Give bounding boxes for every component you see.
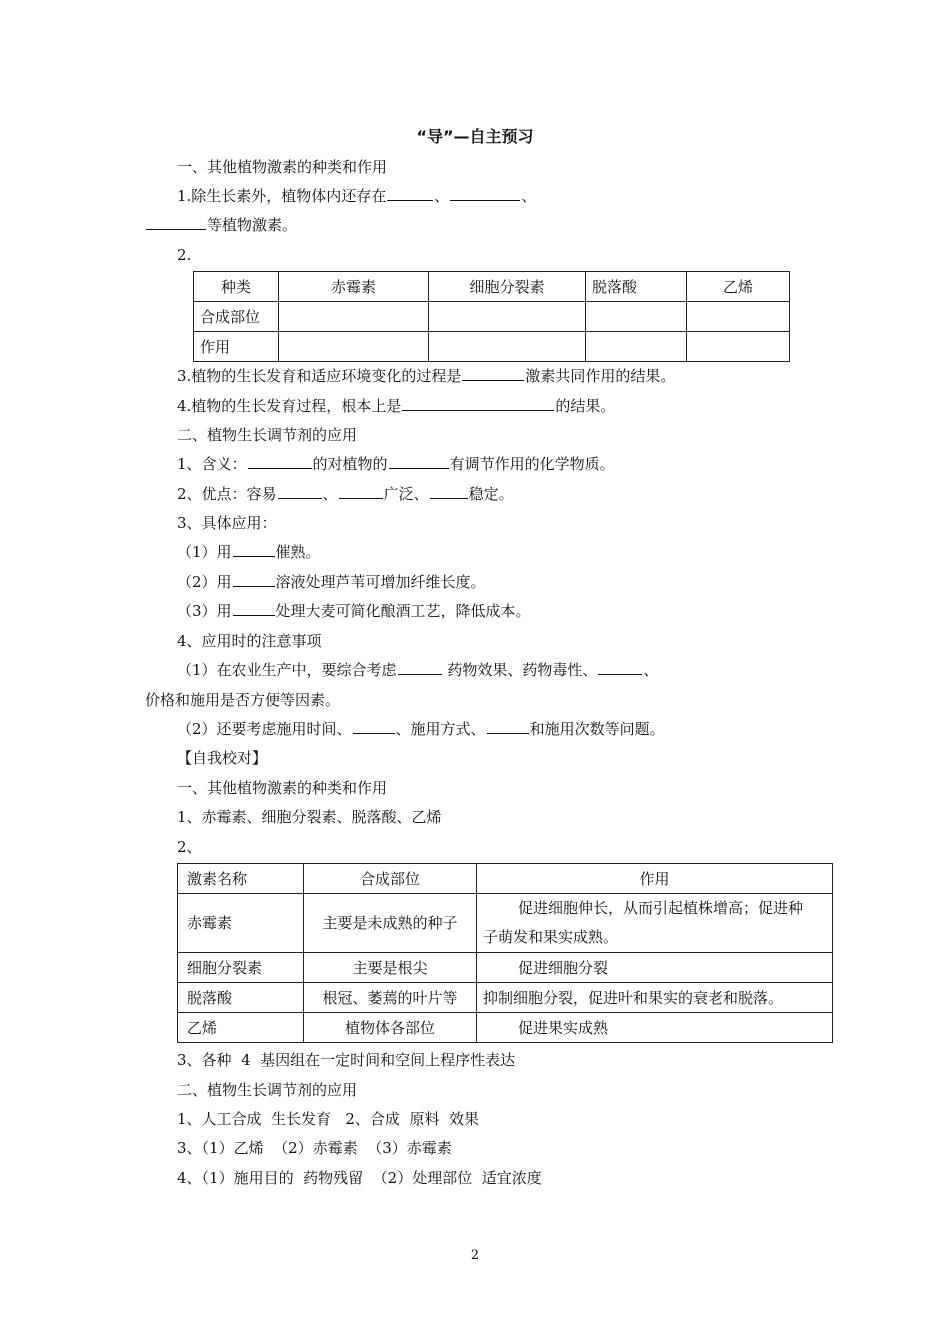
answer-cell[interactable]	[279, 332, 429, 362]
definition-line: 1、含义： 的对植物的 有调节作用的化学物质。	[177, 455, 615, 473]
table-header: 作用	[477, 864, 833, 894]
synthesis-site: 主要是根尖	[304, 953, 477, 983]
hormone-name: 细胞分裂素	[178, 953, 304, 983]
hormone-name: 乙烯	[178, 1013, 304, 1043]
answer-cell[interactable]	[687, 332, 790, 362]
table-header: 赤霉素	[279, 272, 429, 302]
answer-2-label: 2、	[177, 838, 202, 856]
application-2: （2）用 溶液处理芦苇可增加纤维长度。	[177, 573, 486, 591]
hormone-effect: 抑制细胞分裂，促进叶和果实的衰老和脱落。	[477, 983, 833, 1013]
blank[interactable]	[233, 542, 275, 557]
table-header: 脱落酸	[586, 272, 687, 302]
blank[interactable]	[353, 719, 395, 734]
application-3: （3）用 处理大麦可简化酿酒工艺，降低成本。	[177, 602, 531, 620]
hormone-name: 脱落酸	[178, 983, 304, 1013]
question-1: 1.除生长素外，植物体内还存在 、 、	[177, 187, 537, 205]
blank[interactable]	[233, 601, 275, 616]
section-heading-2: 二、植物生长调节剂的应用	[177, 426, 358, 444]
blank[interactable]	[402, 396, 554, 411]
answer-cell[interactable]	[687, 302, 790, 332]
answer-4: 1、人工合成 生长发育 2、合成 原料 效果	[177, 1110, 480, 1128]
synthesis-site: 主要是未成熟的种子	[304, 894, 477, 953]
note-1-cont: 价格和施用是否方便等因素。	[145, 691, 341, 709]
advantages-line: 2、优点：容易 、 广泛、 稳定。	[177, 485, 514, 503]
blank[interactable]	[462, 366, 524, 381]
blank[interactable]	[598, 660, 642, 675]
page-number: 2	[470, 1248, 480, 1263]
table-header: 合成部位	[304, 864, 477, 894]
blank[interactable]	[398, 660, 442, 675]
hormone-effect: 促进细胞伸长，从而引起植株增高；促进种 子萌发和果实成熟。	[477, 894, 833, 953]
answer-5: 3、（1）乙烯 （2）赤霉素 （3）赤霉素	[177, 1139, 452, 1157]
blank[interactable]	[278, 484, 322, 499]
answer-cell[interactable]	[429, 332, 586, 362]
table-header: 种类	[194, 272, 279, 302]
synthesis-site: 根冠、萎蔫的叶片等	[304, 983, 477, 1013]
table-row	[178, 1013, 833, 1043]
synthesis-site: 植物体各部位	[304, 1013, 477, 1043]
hormone-blank-table	[193, 271, 790, 362]
question-3: 3.植物的生长发育和适应环境变化的过程是 激素共同作用的结果。	[177, 367, 676, 385]
notes-heading: 4、应用时的注意事项	[177, 632, 322, 650]
hormone-effect: 促进细胞分裂	[477, 953, 833, 983]
hormone-answer-table	[177, 863, 833, 1043]
blank[interactable]	[430, 484, 468, 499]
self-check-heading: 【自我校对】	[177, 749, 268, 767]
blank[interactable]	[248, 454, 312, 469]
answer-cell[interactable]	[279, 302, 429, 332]
blank[interactable]	[387, 186, 433, 201]
answer-section-heading-2: 二、植物生长调节剂的应用	[177, 1081, 358, 1099]
blank[interactable]	[450, 186, 520, 201]
answer-section-heading-1: 一、其他植物激素的种类和作用	[177, 779, 388, 797]
blank[interactable]	[233, 572, 275, 587]
answer-cell[interactable]	[429, 302, 586, 332]
note-1: （1）在农业生产中，要综合考虑 药物效果、药物毒性、 、	[177, 661, 659, 679]
table-header-row	[194, 272, 790, 302]
table-header: 乙烯	[687, 272, 790, 302]
table-header: 激素名称	[178, 864, 304, 894]
question-2-label: 2.	[177, 246, 192, 264]
table-row	[178, 983, 833, 1013]
table-row	[194, 302, 790, 332]
table-row	[178, 894, 833, 953]
row-label: 合成部位	[194, 302, 279, 332]
question-1-cont: 等植物激素。	[145, 215, 297, 235]
question-4: 4.植物的生长发育过程，根本上是 的结果。	[177, 397, 616, 415]
table-header: 细胞分裂素	[429, 272, 586, 302]
answer-3: 3、各种 4 基因组在一定时间和空间上程序性表达	[177, 1051, 516, 1069]
application-1: （1）用 催熟。	[177, 543, 321, 561]
answer-cell[interactable]	[586, 332, 687, 362]
hormone-effect: 促进果实成熟	[477, 1013, 833, 1043]
blank[interactable]	[339, 484, 383, 499]
answer-1: 1、赤霉素、细胞分裂素、脱落酸、乙烯	[177, 808, 442, 826]
table-header-row	[178, 864, 833, 894]
section-heading-1: 一、其他植物激素的种类和作用	[177, 158, 388, 176]
answer-6: 4、（1）施用目的 药物残留 （2）处理部位 适宜浓度	[177, 1169, 542, 1187]
page-title: “导”—自主预习	[416, 127, 534, 146]
hormone-name: 赤霉素	[178, 894, 304, 953]
table-row	[194, 332, 790, 362]
blank[interactable]	[389, 454, 449, 469]
note-2: （2）还要考虑施用时间、 、施用方式、 和施用次数等问题。	[177, 720, 665, 738]
table-row	[178, 953, 833, 983]
blank[interactable]	[146, 215, 206, 230]
answer-cell[interactable]	[586, 302, 687, 332]
blank[interactable]	[487, 719, 529, 734]
application-heading: 3、具体应用：	[177, 514, 277, 532]
row-label: 作用	[194, 332, 279, 362]
